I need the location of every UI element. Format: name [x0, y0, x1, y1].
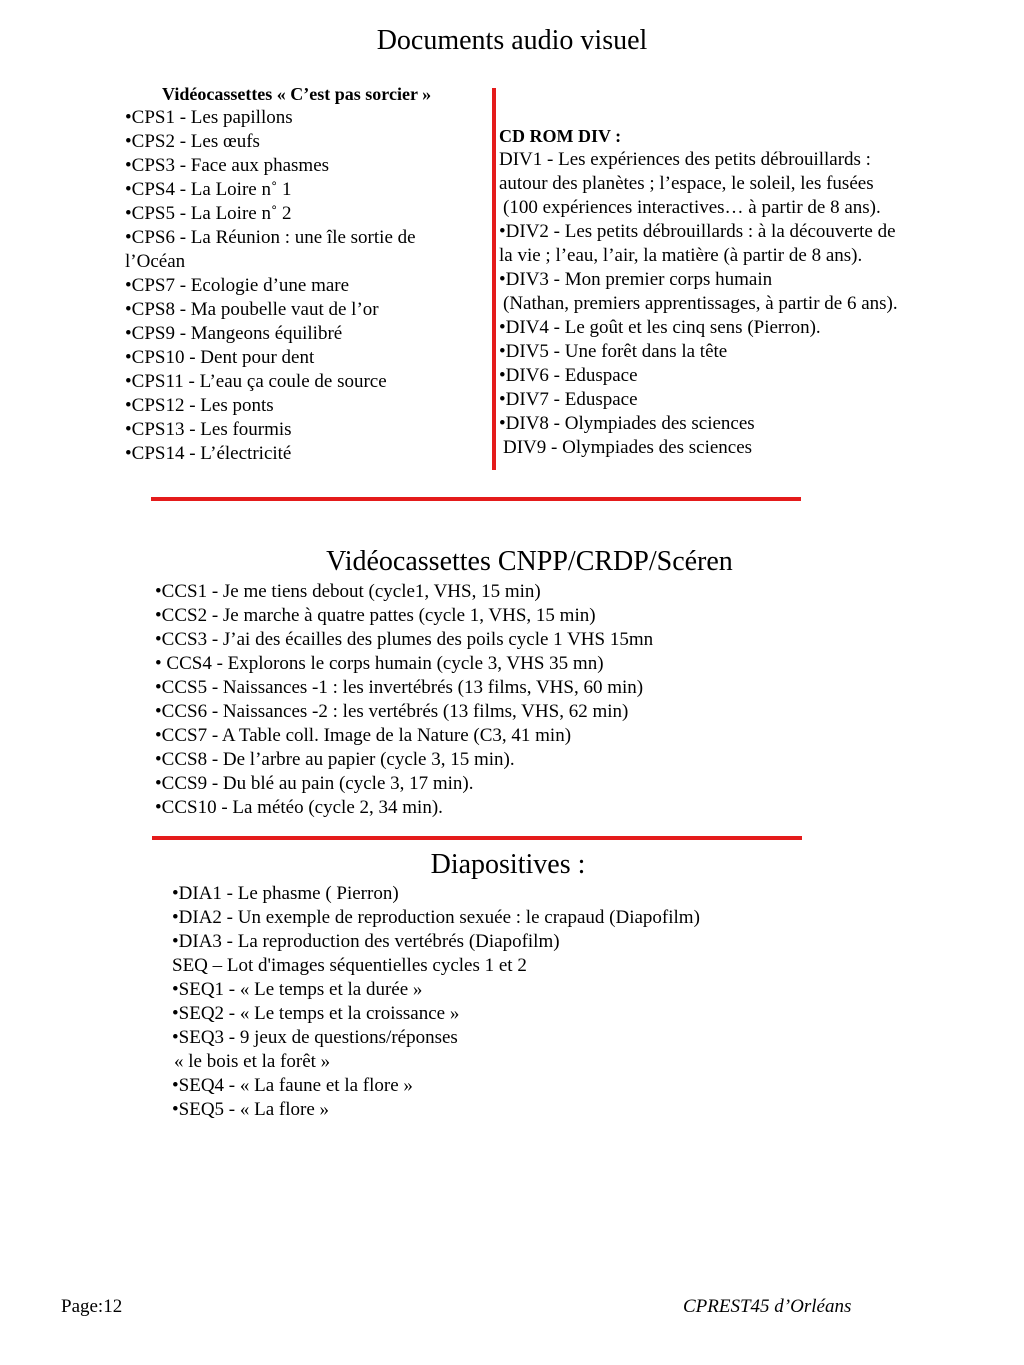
cps-item: •CPS5 - La Loire n˚ 2	[125, 203, 292, 224]
dia-line: •SEQ1 - « Le temps et la durée »	[172, 979, 423, 1000]
cps-item: •CPS2 - Les œufs	[125, 131, 260, 152]
dia-line: •SEQ5 - « La flore »	[172, 1099, 330, 1120]
div-line: •DIV8 - Olympiades des sciences	[499, 413, 755, 434]
cps-item: •CPS3 - Face aux phasmes	[125, 155, 330, 176]
cps-item: •CPS13 - Les fourmis	[125, 419, 292, 440]
div-line: •DIV6 - Eduspace	[499, 365, 638, 386]
div-line: •DIV2 - Les petits débrouillards : à la découverte de	[499, 221, 896, 242]
ccs-item: •CCS9 - Du blé au pain (cycle 3, 17 min).	[155, 773, 474, 794]
div-line: DIV1 - Les expériences des petits débrouillards :	[499, 149, 871, 170]
cps-heading: Vidéocassettes « C’est pas sorcier »	[162, 84, 432, 104]
dia-section	[172, 882, 812, 1122]
dia-line: •DIA3 - La reproduction des vertébrés (Diapofilm)	[172, 931, 560, 952]
div-line: DIV9 - Olympiades des sciences	[503, 437, 753, 458]
dia-line: •SEQ3 - 9 jeux de questions/réponses	[172, 1027, 458, 1048]
cps-item: •CPS6 - La Réunion : une île sortie de l’Océan	[125, 227, 416, 272]
cps-item: •CPS9 - Mangeons équilibré	[125, 323, 343, 344]
ccs-item: •CCS7 - A Table coll. Image de la Nature (C3, 41 min)	[155, 725, 572, 746]
dia-line: •DIA1 - Le phasme ( Pierron)	[172, 883, 399, 904]
dia-line: •SEQ2 - « Le temps et la croissance »	[172, 1003, 460, 1024]
cps-item: •CPS11 - L’eau ça coule de source	[125, 371, 387, 392]
ccs-item: •CCS3 - J’ai des écailles des plumes des poils cycle 1 VHS 15mn	[155, 629, 654, 650]
ccs-title: Vidéocassettes CNPP/CRDP/Scéren	[326, 546, 733, 577]
dia-title: Diapositives :	[430, 849, 586, 880]
div-line: la vie ; l’eau, l’air, la matière (à partir de 8 ans).	[499, 245, 863, 266]
div-heading: CD ROM DIV :	[499, 126, 622, 146]
ccs-item: •CCS8 - De l’arbre au papier (cycle 3, 15 min).	[155, 749, 515, 770]
dia-line: •DIA2 - Un exemple de reproduction sexuée : le crapaud (Diapofilm)	[172, 907, 700, 928]
dia-line: •SEQ4 - « La faune et la flore »	[172, 1075, 413, 1096]
ccs-item: •CCS2 - Je marche à quatre pattes (cycle 1, VHS, 15 min)	[155, 605, 596, 626]
ccs-item: •CCS6 - Naissances -2 : les vertébrés (13 films, VHS, 62 min)	[155, 701, 629, 722]
organization-label: CPREST45 d’Orléans	[683, 1296, 852, 1317]
div-line: •DIV3 - Mon premier corps humain	[499, 269, 773, 290]
cps-item: •CPS8 - Ma poubelle vaut de l’or	[125, 299, 379, 320]
horizontal-separator	[152, 836, 802, 840]
page-number: Page:12	[61, 1296, 123, 1317]
cps-item: •CPS14 - L’électricité	[125, 443, 292, 464]
div-line: •DIV7 - Eduspace	[499, 389, 638, 410]
ccs-item: •CCS10 - La météo (cycle 2, 34 min).	[155, 797, 443, 818]
dia-line: « le bois et la forêt »	[174, 1051, 331, 1072]
ccs-item: •CCS1 - Je me tiens debout (cycle1, VHS, 15 min)	[155, 581, 541, 602]
vertical-separator	[492, 88, 496, 470]
dia-line: SEQ – Lot d'images séquentielles cycles 1 et 2	[172, 955, 527, 976]
div-line: •DIV4 - Le goût et les cinq sens (Pierron).	[499, 317, 821, 338]
ccs-section	[155, 580, 755, 820]
div-line: (100 expériences interactives… à partir de 8 ans).	[503, 197, 881, 218]
page-title: Documents audio visuel	[376, 25, 648, 56]
cps-item: •CPS7 - Ecologie d’une mare	[125, 275, 350, 296]
cps-item: •CPS4 - La Loire n˚ 1	[125, 179, 292, 200]
div-line: •DIV5 - Une forêt dans la tête	[499, 341, 728, 362]
cps-item: •CPS1 - Les papillons	[125, 107, 293, 128]
horizontal-separator	[151, 497, 801, 501]
cps-item: •CPS10 - Dent pour dent	[125, 347, 315, 368]
div-line: (Nathan, premiers apprentissages, à partir de 6 ans).	[503, 293, 898, 314]
ccs-item: •CCS5 - Naissances -1 : les invertébrés (13 films, VHS, 60 min)	[155, 677, 644, 698]
ccs-item: • CCS4 - Explorons le corps humain (cycle 3, VHS 35 mn)	[155, 653, 604, 674]
div-line: autour des planètes ; l’espace, le soleil, les fusées	[499, 173, 874, 194]
cps-item: •CPS12 - Les ponts	[125, 395, 274, 416]
div-section	[499, 124, 969, 460]
cps-section	[125, 82, 485, 466]
